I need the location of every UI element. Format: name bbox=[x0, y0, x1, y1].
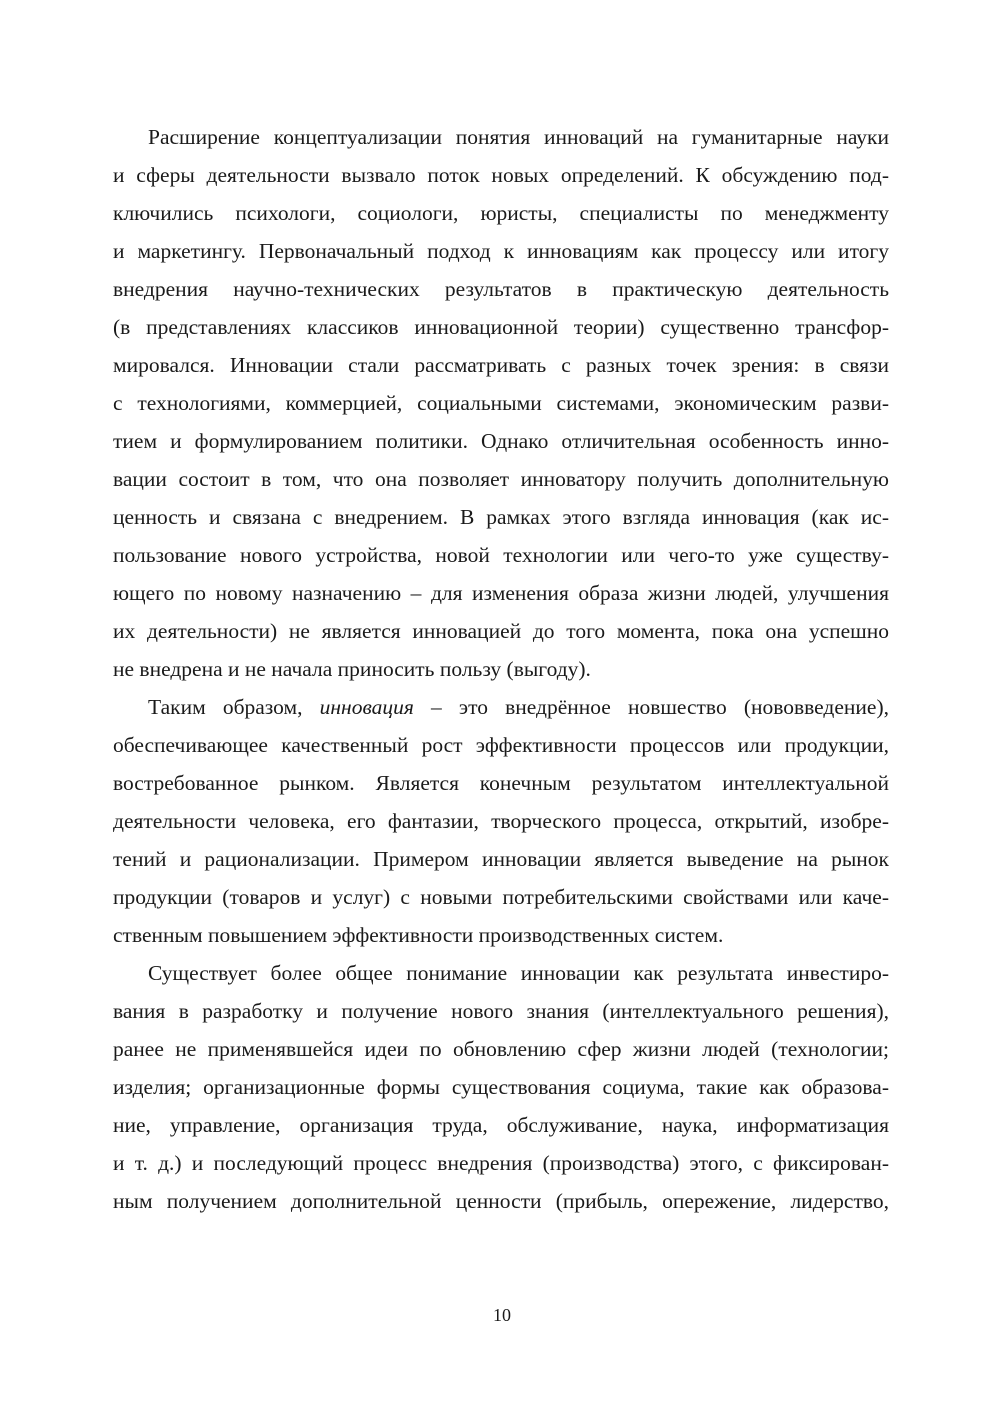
paragraph-2 bbox=[113, 688, 889, 954]
text-line: пользование нового устройства, новой технологии или чего-то уже существу- bbox=[113, 543, 889, 567]
text-line: ственным повышением эффективности производственных систем. bbox=[113, 923, 724, 947]
text-line: с технологиями, коммерцией, социальными системами, экономическим разви- bbox=[113, 391, 889, 415]
text-line: (в представлениях классиков инновационной теории) существенно трансфор- bbox=[113, 315, 889, 339]
text-line: внедрения научно-технических результатов в практическую деятельность bbox=[113, 277, 889, 301]
text-line: ранее не применявшейся идеи по обновлению сфер жизни людей (технологии; bbox=[113, 1037, 889, 1061]
text-line: их деятельности) не является инновацией до того момента, пока она успешно bbox=[113, 619, 889, 643]
text-line: вания в разработку и получение нового знания (интеллектуального решения), bbox=[113, 999, 889, 1023]
text-line: продукции (товаров и услуг) с новыми потребительскими свойствами или каче- bbox=[113, 885, 889, 909]
paragraph-3 bbox=[113, 954, 889, 1220]
page-number: 10 bbox=[493, 1305, 511, 1325]
text-line: и сферы деятельности вызвало поток новых определений. К обсуждению под- bbox=[113, 163, 889, 187]
text-line: ние, управление, организация труда, обслуживание, наука, информатизация bbox=[113, 1113, 889, 1137]
text-line: востребованное рынком. Является конечным результатом интеллектуальной bbox=[113, 771, 889, 795]
text-line: тием и формулированием политики. Однако отличительная особенность инно- bbox=[113, 429, 889, 453]
text-segment: Таким образом, bbox=[148, 695, 320, 719]
text-line: обеспечивающее качественный рост эффективности процессов или продукции, bbox=[113, 733, 889, 757]
paragraph-1 bbox=[113, 118, 889, 688]
text-line: не внедрена и не начала приносить пользу (выгоду). bbox=[113, 657, 591, 681]
text-line: и т. д.) и последующий процесс внедрения (производства) этого, с фиксирован- bbox=[113, 1151, 889, 1175]
text-line: вации состоит в том, что она позволяет инноватору получить дополнительную bbox=[113, 467, 889, 491]
text-line: изделия; организационные формы существования социума, такие как образова- bbox=[113, 1075, 889, 1099]
text-line-with-emphasis bbox=[113, 688, 889, 726]
text-line: деятельности человека, его фантазии, творческого процесса, открытий, изобре- bbox=[113, 809, 889, 833]
text-line: и маркетингу. Первоначальный подход к инновациям как процессу или итогу bbox=[113, 239, 889, 263]
text-line: ключились психологи, социологи, юристы, специалисты по менеджменту bbox=[113, 201, 889, 225]
text-line: ным получением дополнительной ценности (прибыль, опережение, лидерство, bbox=[113, 1189, 889, 1213]
text-line: тений и рационализации. Примером инновации является выведение на рынок bbox=[113, 847, 889, 871]
term-emphasis: инновация bbox=[319, 695, 414, 719]
text-line: Расширение концептуализации понятия инноваций на гуманитарные науки bbox=[148, 125, 889, 149]
text-line: ценность и связана с внедрением. В рамках этого взгляда инновация (как ис- bbox=[113, 505, 889, 529]
text-line: ющего по новому назначению – для изменения образа жизни людей, улучшения bbox=[113, 581, 889, 605]
text-line: Существует более общее понимание инновации как результата инвестиро- bbox=[148, 961, 889, 985]
document-page bbox=[113, 118, 889, 1220]
text-line: мировался. Инновации стали рассматривать с разных точек зрения: в связи bbox=[113, 353, 889, 377]
text-segment: – это внедрённое новшество (нововведение), bbox=[413, 695, 889, 719]
